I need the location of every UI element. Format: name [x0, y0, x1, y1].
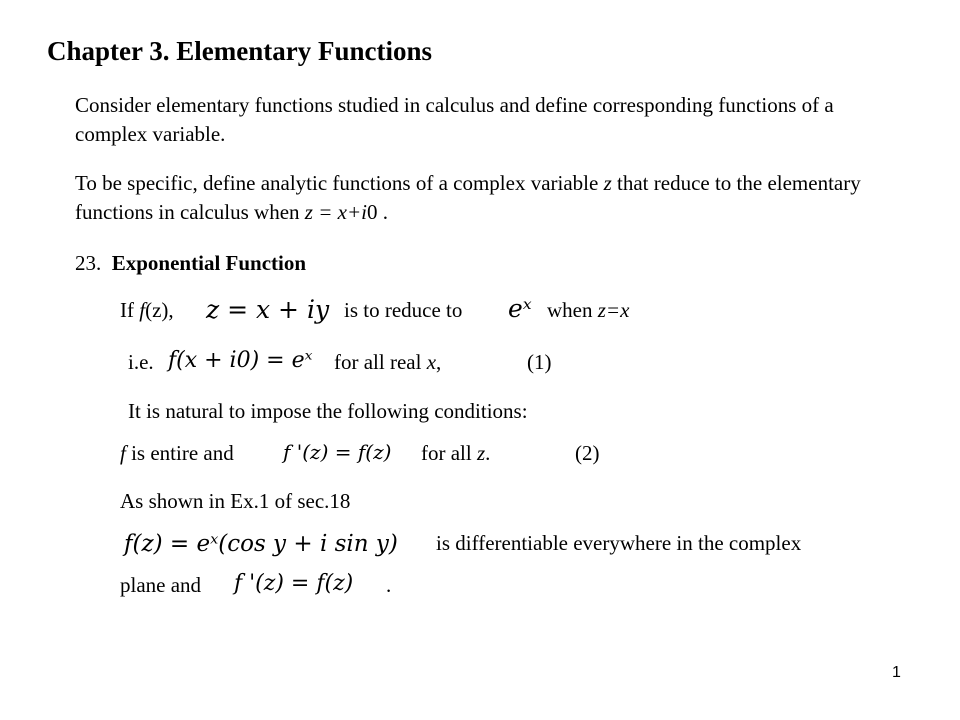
p2-eq: z = x+i: [304, 200, 367, 224]
math-plane-derivative: f '(z) = f(z): [234, 571, 354, 596]
section-title: Exponential Function: [111, 251, 307, 275]
section-number: 23.: [75, 251, 102, 275]
line-entire-post: for all z.: [421, 441, 491, 465]
section-heading: [75, 251, 306, 276]
math-derivative-condition: f '(z) = f(z): [283, 440, 392, 464]
equation-number-1: (1): [527, 350, 552, 374]
line-ie-post: for all real x,: [334, 350, 442, 374]
line-plane-dot: .: [386, 573, 392, 597]
p2-text-c: 0 .: [366, 200, 388, 224]
intro-paragraph: Consider elementary functions studied in calculus and define corresponding functions of a complex variable.: [75, 93, 834, 146]
p2-z: z: [603, 171, 612, 195]
p2-text-b: that reduce to the elementary functions in calculus when: [75, 171, 861, 224]
line-plane-pre: plane and: [120, 573, 202, 597]
line-ie-pre: i.e.: [128, 350, 154, 374]
math-z-definition: z = x + iy: [206, 295, 330, 324]
page-title: Chapter 3. Elementary Functions: [47, 36, 432, 66]
specific-paragraph: [75, 169, 905, 227]
line-if-mid: is to reduce to: [344, 298, 463, 322]
line-def-post: is differentiable everywhere in the complex: [436, 531, 802, 555]
equation-number-2: (2): [575, 441, 600, 465]
line-entire-pre: f is entire and: [120, 441, 234, 465]
page-number: 1: [892, 664, 901, 681]
line-shown: As shown in Ex.1 of sec.18: [120, 489, 351, 513]
p2-text-a: To be specific, define analytic functions of a complex variable: [75, 171, 604, 195]
math-exp-x: eˣ: [508, 294, 532, 323]
line-natural: It is natural to impose the following conditions:: [128, 399, 528, 423]
line-if-when: when z=x: [547, 298, 630, 322]
math-exp-definition: f(z) = eˣ(cos y + i sin y): [124, 531, 398, 557]
math-f-real: f(x + i0) = eˣ: [168, 348, 313, 373]
line-if-pre: If f(z),: [120, 298, 174, 322]
